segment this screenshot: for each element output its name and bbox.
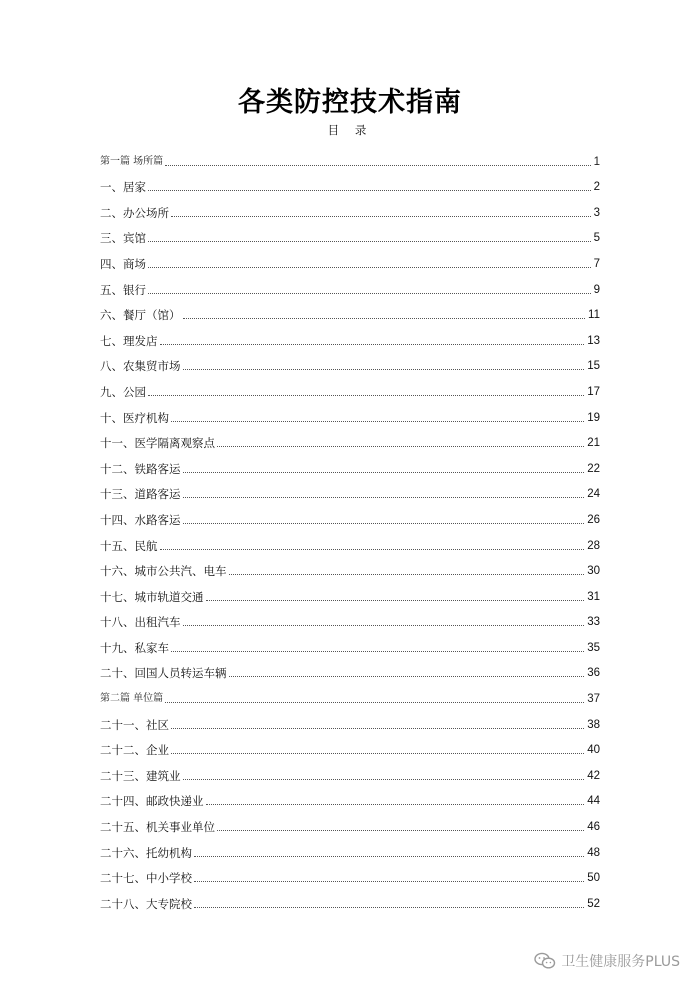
dot-leader	[171, 650, 584, 652]
toc-entry-page-number: 46	[587, 821, 600, 834]
toc-entry-page-number: 26	[587, 513, 600, 526]
toc-entry-label: 二、办公场所	[100, 205, 169, 220]
dot-leader	[171, 215, 591, 217]
dot-leader	[160, 548, 585, 550]
dot-leader	[183, 522, 585, 524]
toc-entry-page-number: 2	[593, 181, 600, 194]
toc-entry[interactable]	[100, 425, 600, 451]
toc-entry[interactable]	[100, 553, 600, 579]
toc-entry[interactable]	[100, 194, 600, 220]
toc-entry-page-number: 3	[593, 206, 600, 219]
toc-entry-page-number: 19	[587, 411, 600, 424]
dot-leader	[229, 675, 585, 677]
toc-entry-label: 二十八、大专院校	[100, 896, 192, 911]
toc-entry[interactable]	[100, 629, 600, 655]
toc-section-entry[interactable]	[100, 680, 600, 706]
dot-leader	[183, 471, 585, 473]
dot-leader	[183, 778, 585, 780]
toc-entry[interactable]	[100, 578, 600, 604]
toc-entry[interactable]	[100, 476, 600, 502]
toc-entry-label: 十四、水路客运	[100, 512, 181, 527]
dot-leader	[165, 701, 584, 703]
toc-entry-label: 第一篇 场所篇	[100, 155, 164, 167]
toc-entry-label: 二十七、中小学校	[100, 871, 192, 886]
toc-entry[interactable]	[100, 834, 600, 860]
toc-entry-page-number: 31	[587, 590, 600, 603]
toc-entry-page-number: 52	[587, 897, 600, 910]
toc-entry[interactable]	[100, 322, 600, 348]
dot-leader	[171, 727, 584, 729]
dot-leader	[171, 752, 584, 754]
toc-entry-label: 十二、铁路客运	[100, 461, 181, 476]
toc-entry-label: 二十四、邮政快递业	[100, 794, 204, 809]
toc-entry-page-number: 28	[587, 539, 600, 552]
dot-leader	[217, 445, 584, 447]
toc-entry-page-number: 22	[587, 462, 600, 475]
dot-leader	[148, 189, 591, 191]
toc-entry-page-number: 24	[587, 488, 600, 501]
toc-entry[interactable]	[100, 732, 600, 758]
toc-entry-page-number: 13	[587, 334, 600, 347]
dot-leader	[194, 855, 584, 857]
toc-entry-label: 十七、城市轨道交通	[100, 589, 204, 604]
dot-leader	[183, 496, 585, 498]
document-title: 各类防控技术指南	[238, 87, 462, 118]
toc-section-entry[interactable]	[100, 143, 600, 169]
toc-entry[interactable]	[100, 297, 600, 323]
dot-leader	[217, 829, 584, 831]
toc-entry-label: 三、宾馆	[100, 231, 146, 246]
toc-entry-page-number: 15	[587, 360, 600, 373]
dot-leader	[206, 599, 585, 601]
toc-entry[interactable]	[100, 245, 600, 271]
toc-entry[interactable]	[100, 808, 600, 834]
toc-entry-label: 七、理发店	[100, 333, 158, 348]
toc-entry-page-number: 50	[587, 872, 600, 885]
dot-leader	[183, 624, 585, 626]
dot-leader	[165, 164, 590, 166]
toc-entry[interactable]	[100, 399, 600, 425]
toc-entry[interactable]	[100, 655, 600, 681]
toc-entry-page-number: 21	[587, 437, 600, 450]
table-of-contents	[100, 143, 600, 911]
toc-entry-label: 二十三、建筑业	[100, 768, 181, 783]
toc-entry-page-number: 33	[587, 616, 600, 629]
toc-entry-page-number: 48	[587, 846, 600, 859]
toc-entry-label: 第二篇 单位篇	[100, 693, 164, 705]
toc-entry[interactable]	[100, 373, 600, 399]
toc-entry-page-number: 37	[587, 693, 600, 706]
toc-entry[interactable]	[100, 885, 600, 911]
toc-entry-page-number: 5	[593, 232, 600, 245]
toc-entry[interactable]	[100, 450, 600, 476]
toc-entry[interactable]	[100, 220, 600, 246]
dot-leader	[148, 240, 591, 242]
toc-entry-page-number: 42	[587, 769, 600, 782]
toc-entry[interactable]	[100, 860, 600, 886]
toc-entry-page-number: 40	[587, 744, 600, 757]
dot-leader	[148, 266, 591, 268]
toc-entry[interactable]	[100, 527, 600, 553]
toc-entry[interactable]	[100, 604, 600, 630]
toc-entry-label: 十一、医学隔离观察点	[100, 436, 215, 451]
toc-entry-page-number: 9	[593, 283, 600, 296]
toc-entry-label: 四、商场	[100, 256, 146, 271]
toc-entry[interactable]	[100, 706, 600, 732]
toc-entry-label: 五、银行	[100, 282, 146, 297]
dot-leader	[194, 880, 584, 882]
wechat-icon	[534, 952, 556, 970]
dot-leader	[171, 420, 584, 422]
toc-entry-label: 十六、城市公共汽、电车	[100, 564, 227, 579]
toc-entry-page-number: 7	[593, 257, 600, 270]
dot-leader	[148, 292, 591, 294]
toc-entry-label: 九、公园	[100, 384, 146, 399]
toc-entry-label: 六、餐厅（馆）	[100, 308, 181, 323]
dot-leader	[183, 317, 586, 319]
toc-entry-label: 二十一、社区	[100, 717, 169, 732]
toc-entry[interactable]	[100, 271, 600, 297]
toc-entry-label: 十、医疗机构	[100, 410, 169, 425]
toc-entry-label: 八、农集贸市场	[100, 359, 181, 374]
toc-entry-page-number: 1	[593, 155, 600, 168]
dot-leader	[194, 906, 584, 908]
toc-entry-page-number: 44	[587, 795, 600, 808]
toc-entry-label: 二十二、企业	[100, 743, 169, 758]
toc-heading: 目 录	[327, 123, 373, 137]
dot-leader	[229, 573, 585, 575]
dot-leader	[160, 343, 585, 345]
toc-entry[interactable]	[100, 757, 600, 783]
toc-entry-label: 二十、回国人员转运车辆	[100, 666, 227, 681]
toc-entry-page-number: 35	[587, 641, 600, 654]
toc-entry-page-number: 36	[587, 667, 600, 680]
watermark-text: 卫生健康服务PLUS	[561, 954, 680, 970]
toc-entry[interactable]	[100, 783, 600, 809]
dot-leader	[183, 368, 585, 370]
toc-entry[interactable]	[100, 348, 600, 374]
watermark	[534, 951, 680, 971]
toc-entry[interactable]	[100, 169, 600, 195]
toc-entry-page-number: 30	[587, 565, 600, 578]
toc-entry-label: 二十六、托幼机构	[100, 845, 192, 860]
dot-leader	[148, 394, 584, 396]
toc-entry[interactable]	[100, 501, 600, 527]
toc-entry-page-number: 11	[588, 309, 600, 322]
toc-entry-label: 十五、民航	[100, 538, 158, 553]
toc-entry-page-number: 17	[587, 385, 600, 398]
dot-leader	[206, 803, 585, 805]
toc-entry-label: 二十五、机关事业单位	[100, 820, 215, 835]
toc-entry-label: 一、居家	[100, 180, 146, 195]
toc-entry-page-number: 38	[587, 718, 600, 731]
toc-entry-label: 十三、道路客运	[100, 487, 181, 502]
toc-entry-label: 十八、出租汽车	[100, 615, 181, 630]
toc-entry-label: 十九、私家车	[100, 640, 169, 655]
